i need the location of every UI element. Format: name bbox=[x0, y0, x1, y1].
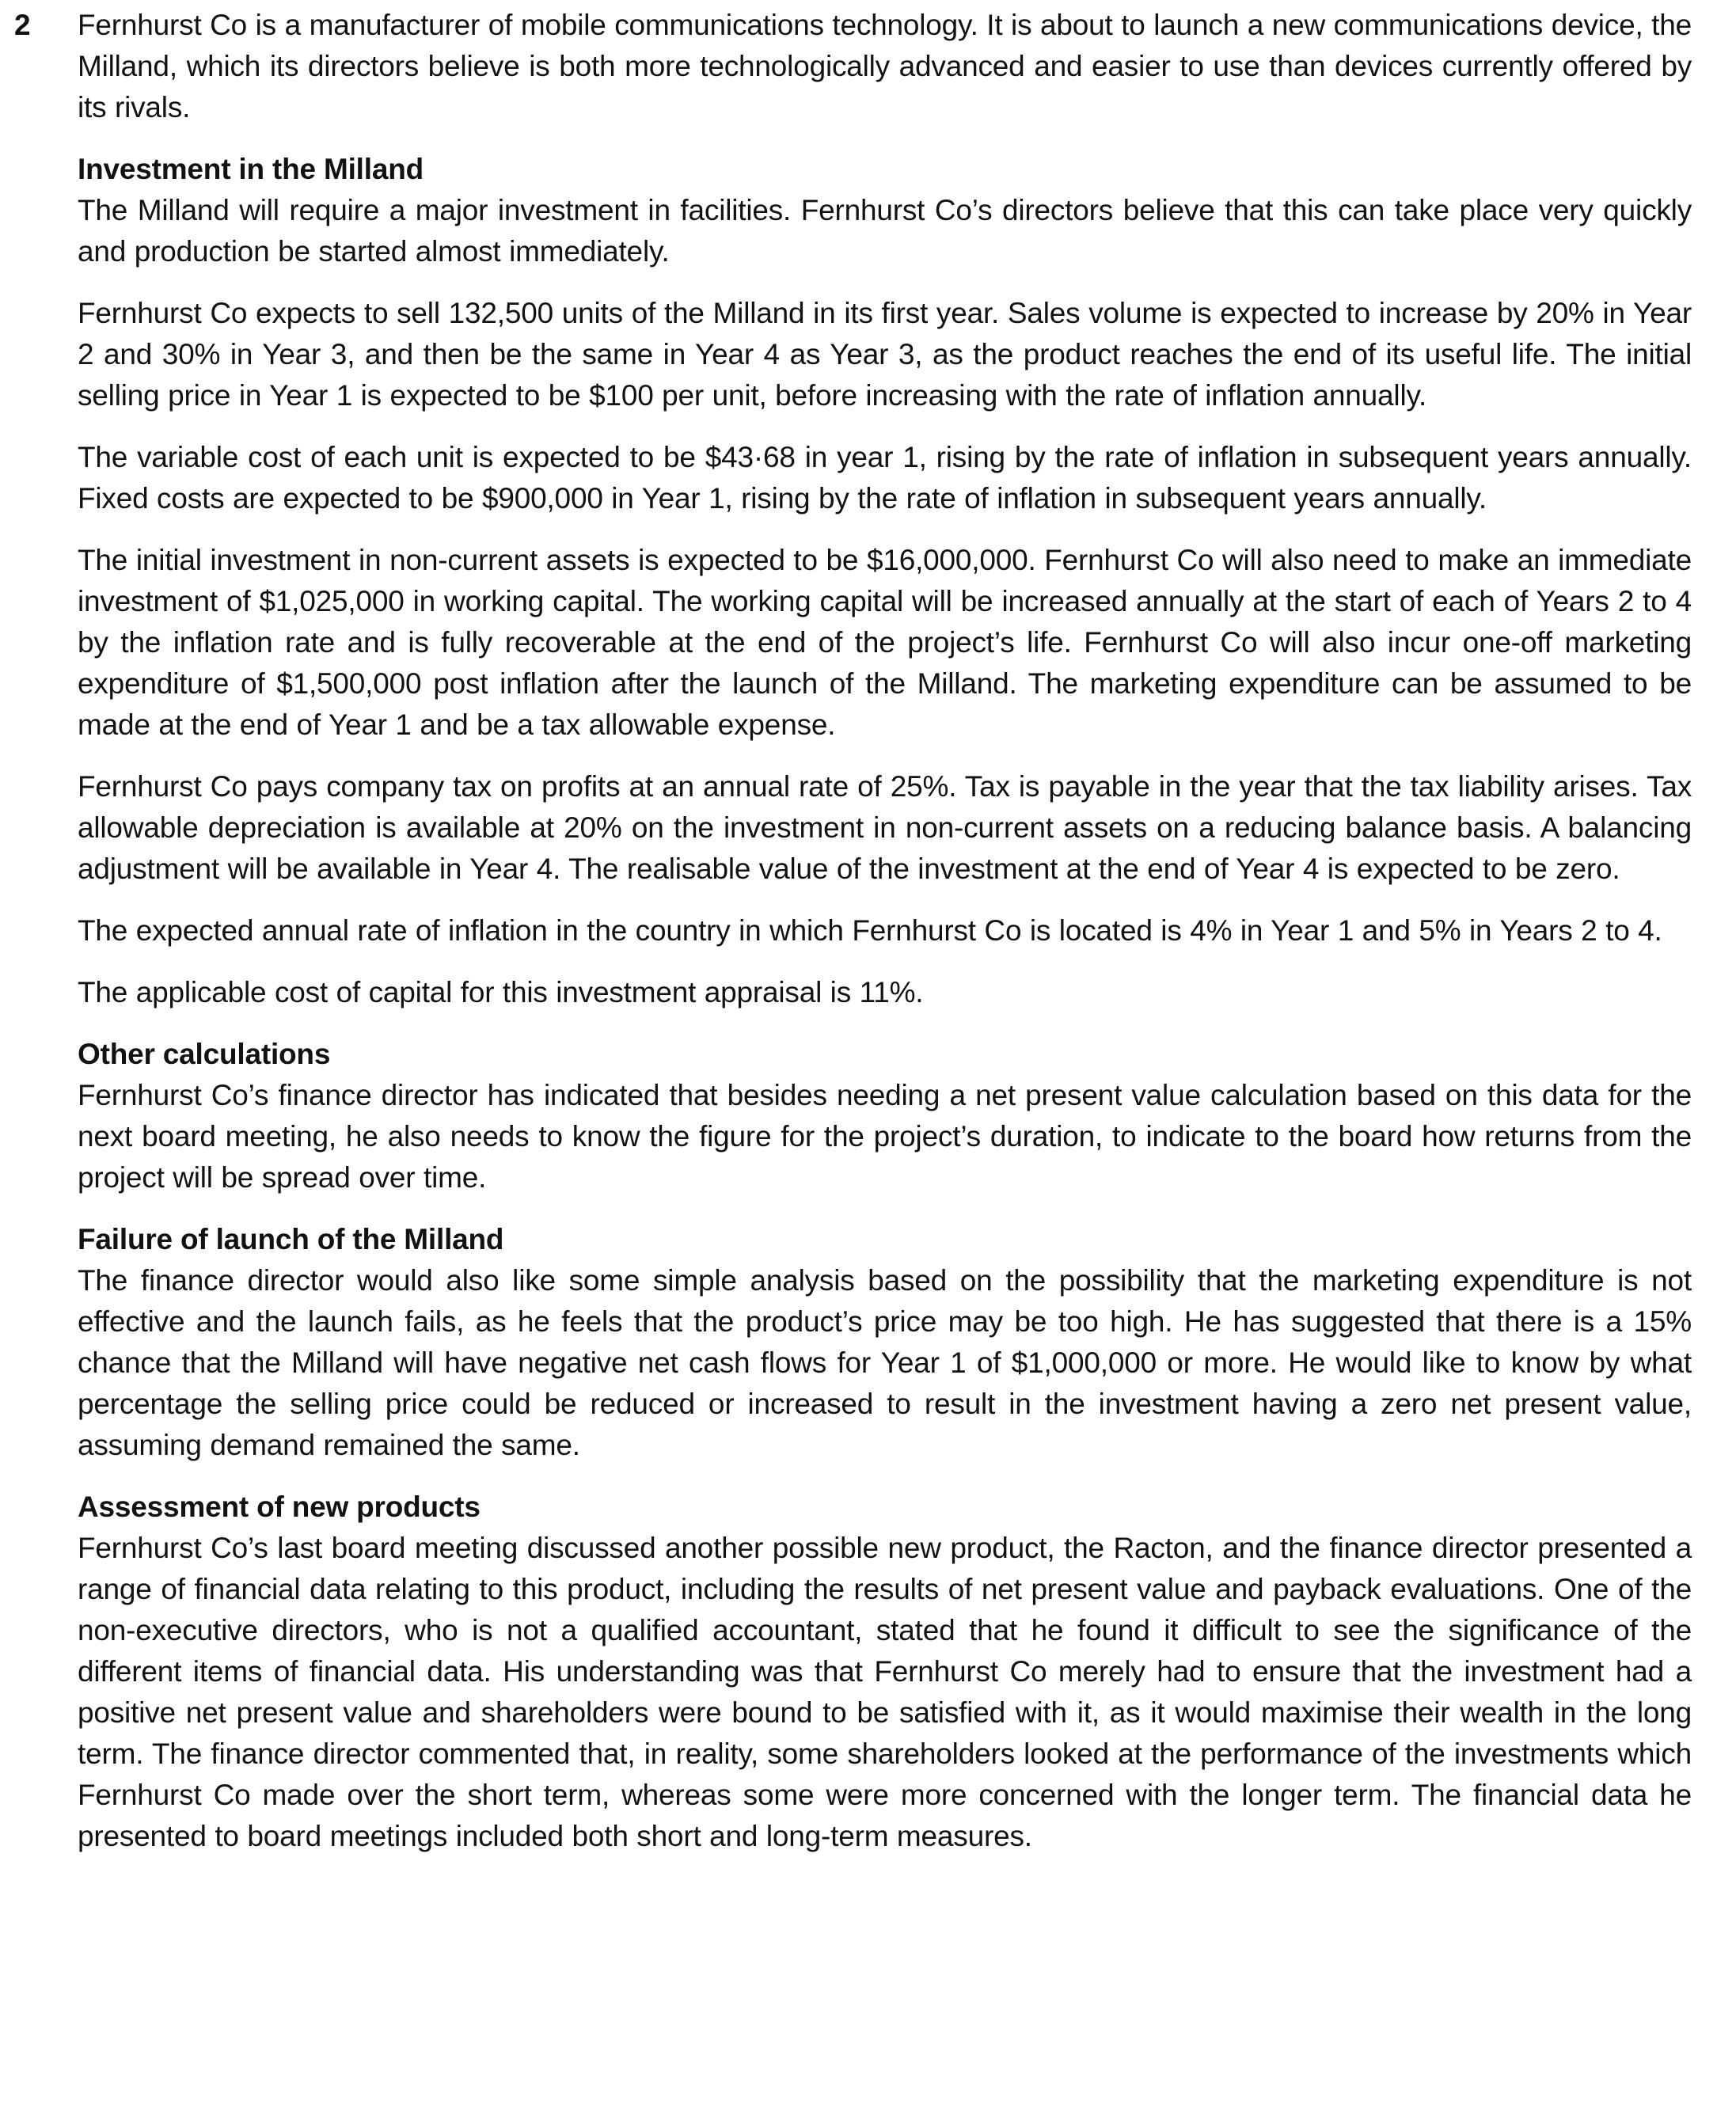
paragraph: The initial investment in non-current assets is expected to be $16,000,000. Fernhurst Co will also need to make an immediate investment of $1,025,000 in working capital. The working capital will be increased annually at the start of each of Years 2 to 4 by the inflation rate and is fully recoverable at the end of the project’s life. Fernhurst Co will also incur one-off marketing expenditure of $1,500,000 post inflation after the launch of the Milland. The marketing expenditure can be assumed to be made at the end of Year 1 and be a tax allowable expense. bbox=[78, 544, 1692, 741]
section-heading: Assessment of new products bbox=[78, 1491, 481, 1523]
paragraph: The expected annual rate of inflation in the country in which Fernhurst Co is located is 4% in Year 1 and 5% in Years 2 to 4. bbox=[78, 914, 1662, 947]
section-heading: Failure of launch of the Milland bbox=[78, 1223, 504, 1255]
section-heading: Other calculations bbox=[78, 1038, 331, 1070]
paragraph: Fernhurst Co’s last board meeting discussed another possible new product, the Racton, and the finance director presented a range of financial data relating to this product, including the results of net present value and payback evaluations. One of the non-executive directors, who is not a qualified accountant, stated that he found it difficult to see the significance of the different items of financial data. His understanding was that Fernhurst Co merely had to ensure that the investment had a positive net present value and shareholders were bound to be satisfied with it, as it would maximise their wealth in the long term. The finance director commented that, in reality, some shareholders looked at the performance of the investments which Fernhurst Co made over the short term, whereas some were more concerned with the longer term. The financial data he presented to board meetings included both short and long-term measures. bbox=[78, 1532, 1692, 1852]
paragraph: Fernhurst Co’s finance director has indicated that besides needing a net present value calculation based on this data for the next board meeting, he also needs to know the figure for the project’s duration, to indicate to the board how returns from the project will be spread over time. bbox=[78, 1079, 1692, 1194]
paragraph: The variable cost of each unit is expected to be $43·68 in year 1, rising by the rate of inflation in subsequent years annually. Fixed costs are expected to be $900,000 in Year 1, rising by the rate of inflation in subsequent years annually. bbox=[78, 441, 1692, 515]
paragraph: The finance director would also like some simple analysis based on the possibility that the marketing expenditure is not effective and the launch fails, as he feels that the product’s price may be too high. He has suggested that there is a 15% chance that the Milland will have negative net cash flows for Year 1 of $1,000,000 or more. He would like to know by what percentage the selling price could be reduced or increased to result in the investment having a zero net present value, assuming demand remained the same. bbox=[78, 1264, 1692, 1461]
question-body bbox=[78, 5, 1692, 1857]
section-heading: Investment in the Milland bbox=[78, 153, 424, 185]
question-block bbox=[14, 5, 1692, 1857]
paragraph: Fernhurst Co pays company tax on profits at an annual rate of 25%. Tax is payable in the year that the tax liability arises. Tax allowable depreciation is available at 20% on the investment in non-current assets on a reducing balance basis. A balancing adjustment will be available in Year 4. The realisable value of the investment at the end of Year 4 is expected to be zero. bbox=[78, 770, 1692, 885]
paragraph: Fernhurst Co expects to sell 132,500 units of the Milland in its first year. Sales volume is expected to increase by 20% in Year 2 and 30% in Year 3, and then be the same in Year 4 as Year 3, as the product reaches the end of its useful life. The initial selling price in Year 1 is expected to be $100 per unit, before increasing with the rate of inflation annually. bbox=[78, 297, 1692, 412]
paragraph: Fernhurst Co is a manufacturer of mobile communications technology. It is about to launch a new communications device, the Milland, which its directors believe is both more technologically advanced and easier to use than devices currently offered by its rivals. bbox=[78, 9, 1692, 123]
paragraph: The Milland will require a major investment in facilities. Fernhurst Co’s directors believe that this can take place very quickly and production be started almost immediately. bbox=[78, 194, 1692, 268]
paragraph: The applicable cost of capital for this investment appraisal is 11%. bbox=[78, 976, 924, 1008]
question-number: 2 bbox=[14, 9, 31, 41]
